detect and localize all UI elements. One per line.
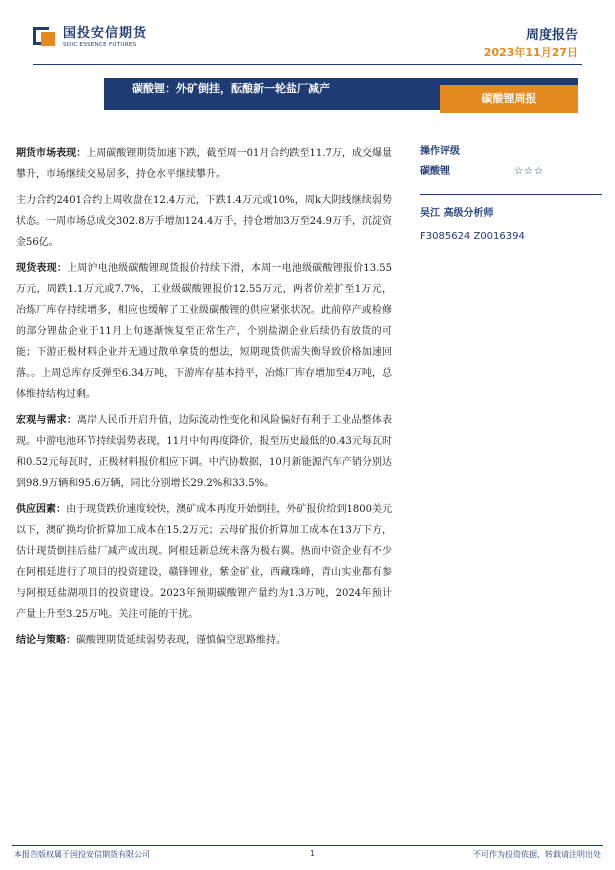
paragraph-text: 主力合约2401合约上周收盘在12.4万元，下跌1.4万元或10%，周k大阴线继续弱势状态。一周市场总成交302.8万手增加124.4万手，持仓增加3万至24.9万手，沉淀资金56亿。	[16, 195, 392, 248]
header-divider	[33, 64, 582, 65]
weekly-tag: 碳酸锂周报	[440, 85, 578, 113]
rating-heading: 操作评级	[420, 146, 460, 157]
market-paragraph	[16, 190, 392, 253]
paragraph-text: 碳酸锂期货延续弱势表现，谨慎偏空思路维持。	[76, 635, 286, 646]
company-logo	[33, 27, 147, 49]
analyst-name: 吴江 高级分析师	[420, 208, 494, 219]
report-body	[16, 143, 392, 656]
report-title: 碳酸锂：外矿倒挂，酝酿新一轮盐厂减产	[132, 82, 330, 95]
footer-divider	[12, 845, 603, 846]
rating-item: 碳酸锂	[420, 166, 450, 177]
sidebar-divider	[420, 194, 602, 195]
conclusion-paragraph	[16, 630, 392, 651]
spot-paragraph	[16, 258, 392, 405]
footer-copyright: 本报告版权属于国投安信期货有限公司	[14, 850, 150, 859]
rating-panel	[420, 143, 600, 181]
analyst-ids: F3085624 Z0016394	[420, 231, 525, 242]
rating-row	[420, 163, 544, 181]
logo-name-en: SDIC ESSENCE FUTURES	[63, 42, 137, 48]
rating-stars-icon: ☆☆☆	[514, 166, 544, 177]
market-paragraph	[16, 143, 392, 185]
report-type: 周度报告	[525, 28, 578, 43]
logo-mark-icon	[33, 27, 57, 49]
paragraph-text: 上周沪电池级碳酸锂现货报价持续下滑，本周一电池级碳酸锂报价13.55万元，周跌1.1万元或7.7%，工业级碳酸锂报价12.55万元，两者价差扩至1万元，冶炼厂库存持续增多，相应也缓解了工业级碳酸锂的供应紧张状况。此前停产或检修的部分锂盐企业于11月上旬逐渐恢复至正常生产，个别盐湖企业后续仍有放货的可能；下游正极材料企业并无通过散单拿货的想法，短期现货供需失衡导致价格加速回落。。上周总库存反弹至6.34万吨，下游库存基本持平，冶炼厂库存增加至4万吨，总体维持结构过剩。	[16, 263, 392, 400]
page-number: 1	[310, 849, 316, 858]
supply-paragraph	[16, 499, 392, 625]
paragraph-text: 离岸人民币开启升值，边际流动性变化和风险偏好有利于工业品整体表现。中游电池环节持续弱势表现，11月中旬再度降价，报至历史最低的0.43元每瓦时和0.52元每瓦时，正极材料报价相应下调。中汽协数据，10月新能源汽车产销分别达到98.9万辆和95.6万辆，同比分别增长29.2%和33.5%。	[16, 415, 392, 489]
section-heading: 宏观与需求：	[16, 415, 77, 426]
section-heading: 期货市场表现：	[16, 148, 87, 159]
macro-paragraph	[16, 410, 392, 494]
footer-disclaimer: 不可作为投资依据，转载请注明出处	[473, 850, 601, 859]
section-heading: 现货表现：	[16, 263, 68, 274]
section-heading: 供应因素：	[16, 504, 67, 515]
paragraph-text: 由于现货跌价速度较快，澳矿成本再度开始倒挂，外矿报价给到1800美元以下，澳矿换均价折算加工成本在15.2万元；云母矿报价折算加工成本在13万下方，估计现货倒挂后盐厂减产或出现。阿根廷新总统未落为极右翼。热而中资企业有不少在阿根廷进行了项目的投资建设，赣锋锂业，紫金矿业，西藏珠峰，青山实业都有参与阿根廷盐湖项目的投资建设。2023年预期碳酸锂产量约为1.3万吨，2024年预计产量上升至3.25万吨。关注可能的干扰。	[16, 504, 392, 620]
section-heading: 结论与策略：	[16, 635, 76, 646]
logo-name-cn: 国投安信期货	[63, 26, 148, 41]
report-date: 2023年11月27日	[483, 46, 578, 59]
paragraph-text: 上周碳酸锂期货加速下跌，截至周一01月合约跌至11.7万，成交爆量攀升，市场继续交易居多，持仓水平继续攀升。	[16, 148, 392, 180]
